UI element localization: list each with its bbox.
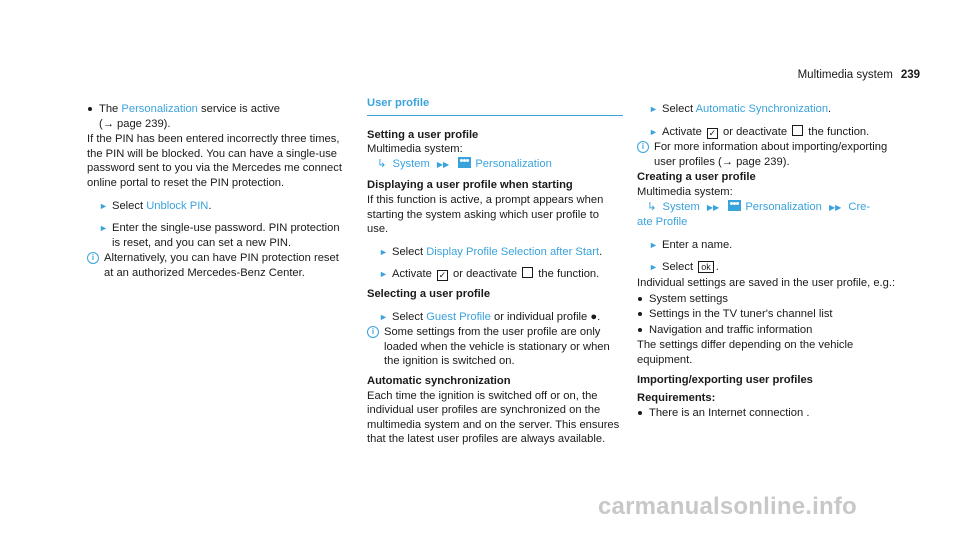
text: or individual profile ●.: [490, 310, 601, 323]
header-title: Multimedia system: [797, 69, 893, 81]
info-icon: i: [367, 326, 379, 338]
step: [87, 221, 349, 250]
note: [367, 325, 623, 369]
note-text: Alternatively, you can have PIN protection reset at an authorized Mercedes-Benz Center.: [104, 252, 339, 279]
step: [367, 245, 623, 260]
heading: Displaying a user profile when starting: [367, 179, 573, 192]
paragraph: If this function is active, a prompt appears when starting the system asking which user profile to use.: [367, 193, 604, 236]
menu-path-icon: ↳: [377, 157, 387, 170]
heading: Importing/exporting user profiles: [637, 373, 813, 386]
text: the function.: [535, 268, 600, 281]
step-arrow-icon: ►: [99, 223, 108, 234]
checkbox-checked-icon: ✓: [438, 270, 447, 281]
list-item: [87, 102, 349, 131]
text: Select: [392, 245, 427, 258]
paragraph: If the PIN has been entered incorrectly three times, the PIN will be blocked. You can have a single-use password sent to you via the Mercedes me connect online portal to reset the PIN protection.: [87, 133, 342, 189]
heading: Requirements:: [637, 392, 716, 405]
text: service is active: [197, 103, 280, 115]
text: .: [208, 199, 212, 212]
personalization-icon: [458, 157, 471, 168]
text: Activate: [392, 268, 435, 281]
text: .: [828, 103, 832, 115]
guest-profile-link[interactable]: Guest Profile: [426, 310, 491, 323]
step-arrow-icon: ►: [99, 200, 108, 211]
column-right: [637, 102, 899, 421]
text: Select: [392, 310, 427, 323]
chevron-right-icon: ▶▶: [828, 202, 842, 212]
list-item: There is an Internet connection .: [637, 406, 899, 421]
menu-label: Multimedia system:: [367, 143, 463, 156]
checkbox-checked-icon: ✓: [708, 127, 717, 138]
list-item: Navigation and traffic information: [637, 323, 899, 338]
column-middle: [367, 96, 623, 448]
path-system[interactable]: System: [392, 157, 430, 170]
step: [637, 238, 899, 253]
unblock-pin-link[interactable]: Unblock PIN: [146, 199, 209, 212]
automatic-synchronization-link[interactable]: Automatic Synchronization: [695, 103, 829, 115]
menu-label: Multimedia system:: [637, 185, 733, 198]
text: the function.: [805, 125, 870, 138]
path-system[interactable]: System: [662, 200, 700, 213]
text: Select: [662, 261, 697, 274]
page-number: 239: [900, 69, 920, 81]
step-arrow-icon: ►: [379, 269, 388, 280]
step: [367, 267, 623, 282]
menu-path: [637, 200, 899, 216]
checkbox-empty-icon: [792, 125, 803, 136]
personalization-icon: [728, 200, 741, 211]
step: [637, 102, 899, 117]
text: or deactivate: [449, 268, 521, 281]
path-personalization[interactable]: Personalization: [745, 200, 822, 213]
heading: Setting a user profile: [367, 128, 479, 141]
step: [87, 199, 349, 214]
path-create-profile[interactable]: Cre-: [848, 200, 871, 213]
heading: Automatic synchronization: [367, 374, 511, 387]
heading: Selecting a user profile: [367, 287, 491, 300]
info-icon: i: [637, 141, 649, 153]
step: [367, 310, 623, 325]
step-arrow-icon: ►: [379, 311, 388, 322]
path-personalization[interactable]: Personalization: [475, 157, 552, 170]
step-arrow-icon: ►: [649, 239, 658, 250]
text: The: [99, 103, 122, 115]
text: or deactivate: [719, 125, 791, 138]
section-title: User profile: [367, 96, 623, 116]
list-item: System settings: [637, 292, 899, 307]
step: [637, 260, 899, 275]
paragraph: Individual settings are saved in the user profile, e.g.:: [637, 276, 896, 289]
step-arrow-icon: ►: [649, 126, 658, 137]
heading: Creating a user profile: [637, 171, 756, 184]
menu-path: [367, 157, 623, 173]
step-arrow-icon: ►: [649, 104, 658, 114]
path-create-profile-cont[interactable]: ate Profile: [637, 216, 688, 229]
text: Select: [112, 199, 147, 212]
ok-key-icon: ok: [698, 261, 714, 273]
note: [637, 140, 899, 169]
text: Select: [662, 103, 696, 115]
personalization-link[interactable]: Personalization: [121, 103, 198, 115]
chevron-right-icon: ▶▶: [436, 159, 450, 169]
page-header: [798, 68, 920, 83]
list-item: Settings in the TV tuner's channel list: [637, 307, 899, 322]
step-arrow-icon: ►: [379, 246, 388, 257]
note: [87, 251, 349, 280]
note-text: Some settings from the user profile are only loaded when the vehicle is stationary or when the ignition is switched on.: [384, 326, 610, 368]
step: [637, 125, 899, 140]
display-profile-selection-link[interactable]: Display Profile Selection after Start: [426, 245, 600, 258]
step-arrow-icon: ►: [649, 262, 658, 273]
info-icon: i: [87, 252, 99, 264]
menu-path-icon: ↳: [647, 200, 657, 213]
note-text: For more information about importing/exporting user profiles (→ page 239).: [654, 141, 888, 168]
page-reference[interactable]: (→ page 239).: [99, 117, 171, 130]
watermark: carmanualsonline.info: [598, 493, 857, 520]
paragraph: Each time the ignition is switched off or on, the individual user profiles are synchronized on the multimedia system and on the server. This ensures that the latest user profiles are always available.: [367, 389, 620, 446]
text: Enter a name.: [662, 238, 733, 251]
text: Activate: [662, 125, 705, 138]
checkbox-empty-icon: [522, 267, 533, 278]
text: Enter the single-use password. PIN protection is reset, and you can set a new PIN.: [112, 222, 340, 249]
text: .: [715, 261, 719, 274]
chevron-right-icon: ▶▶: [706, 202, 720, 212]
paragraph: The settings differ depending on the vehicle equipment.: [637, 339, 854, 366]
text: .: [599, 245, 603, 258]
column-left: [87, 102, 349, 282]
